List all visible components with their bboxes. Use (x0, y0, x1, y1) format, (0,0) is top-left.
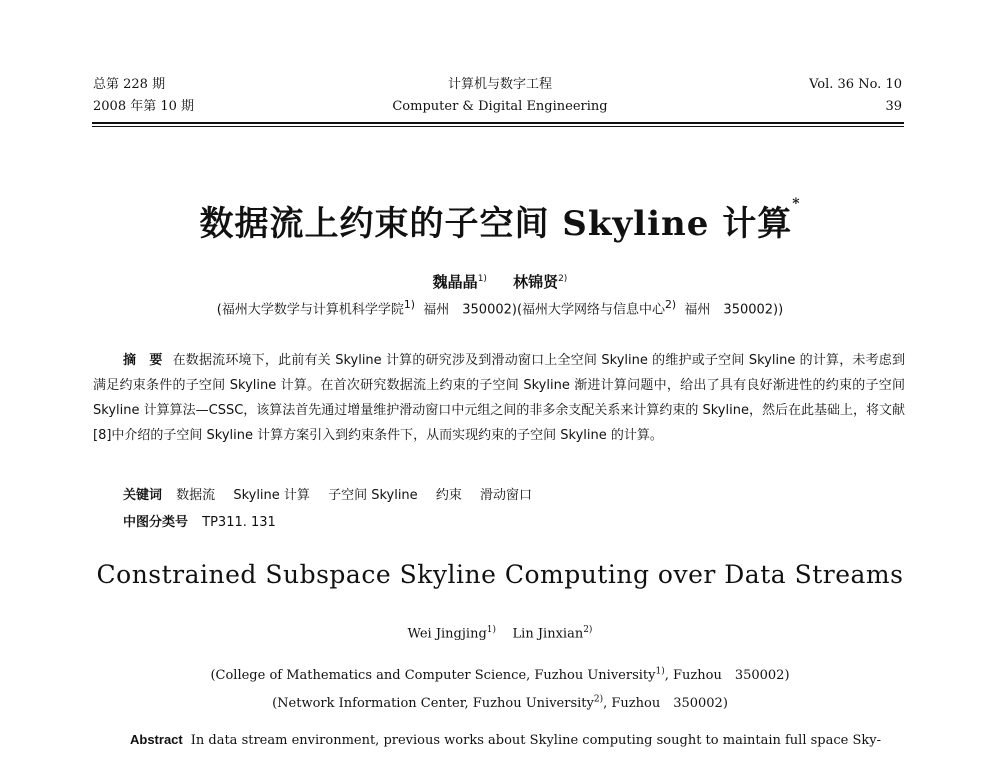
classification-number (123, 511, 276, 530)
classification-value: TP311. 131 (202, 515, 276, 530)
author-2-en-sup: 2) (583, 625, 593, 635)
aff-en-1-pre: (College of Mathematics and Computer Science, Fuzhou University (210, 668, 656, 683)
keywords-zh (123, 484, 546, 503)
keyword-item: 数据流 (176, 488, 216, 503)
year-issue: 2008 年第 10 期 (93, 99, 195, 114)
abstract-en (130, 732, 910, 748)
author-2-zh: 林锦贤 (513, 273, 559, 291)
classification-label: 中图分类号 (123, 515, 189, 530)
header-rule-thick (92, 122, 904, 124)
abstract-en-text: In data stream environment, previous works about Skyline computing sought to maintain full space Sky- (190, 733, 881, 748)
keyword-item: 滑动窗口 (479, 488, 532, 503)
keywords-label: 关键词 (123, 488, 163, 503)
paper-title-zh (0, 196, 1000, 245)
author-1-zh: 魏晶晶 (432, 273, 478, 291)
volume-info (809, 74, 902, 118)
author-1-en: Wei Jingjing (407, 626, 487, 642)
page-number: 39 (885, 99, 902, 114)
aff-en-2-post: , Fuzhou 350002) (603, 696, 728, 711)
aff-zh-2-city: 福州 350002)) (684, 302, 784, 318)
header-rule-thin (92, 126, 904, 127)
author-2-en: Lin Jinxian (512, 626, 584, 642)
authors-en (0, 625, 1000, 641)
keyword-item: Skyline 计算 (233, 488, 310, 503)
author-1-sup: 1) (477, 274, 487, 284)
aff-en-2-pre: (Network Information Center, Fuzhou University (272, 696, 594, 711)
title-zh-text: 数据流上约束的子空间 Skyline 计算 (199, 204, 793, 244)
abstract-zh-label: 摘 要 (123, 353, 163, 368)
volume-number: Vol. 36 No. 10 (809, 77, 902, 92)
aff-en-2-sup: 2) (593, 694, 604, 705)
keyword-item: 约束 (435, 488, 462, 503)
author-2-sup: 2) (558, 274, 568, 284)
paper-title-en: Constrained Subspace Skyline Computing over Data Streams (96, 560, 904, 589)
author-1-en-sup: 1) (486, 625, 497, 635)
aff-en-1-sup: 1) (655, 666, 665, 677)
abstract-en-label: Abstract (130, 732, 183, 747)
aff-zh-1-city: 福州 350002)(福州大学网络与信息中心 (423, 302, 666, 318)
abstract-zh-text: 在数据流环境下，此前有关 Skyline 计算的研究涉及到滑动窗口上全空间 Skyline 的维护或子空间 Skyline 的计算，未考虑到满足约束条件的子空间 Skyline 计算。在首次研究数据流上约束的子空间 Skyline 渐进计算问题中，给出了具有良好渐进性的约束的子空间 Skyline 计算算法—CSSC，该算法首先通过增量维护滑动窗口中元组之间的非多余支配关系来计算约束的 Skyline，然后在此基础上，将文献[8]中介绍的子空间 Skyline 计算方案引入到约束条件下，从而实现约束的子空间 Skyline 的计算。 (93, 353, 905, 443)
aff-zh-1-sup: 1) (403, 298, 415, 311)
journal-name-en: Computer & Digital Engineering (392, 99, 608, 114)
aff-zh-1: (福州大学数学与计算机科学学院 (216, 302, 404, 318)
keyword-item: 子空间 Skyline (328, 488, 418, 503)
affiliation-zh (0, 298, 1000, 317)
total-issue: 总第 228 期 (93, 77, 166, 92)
affiliation-en-2 (0, 692, 1000, 711)
authors-zh (0, 271, 1000, 292)
aff-en-1-post: , Fuzhou 350002) (664, 668, 790, 683)
title-footnote-mark: * (792, 196, 801, 212)
affiliation-en-1 (0, 664, 1000, 683)
abstract-zh (93, 348, 905, 448)
aff-zh-2-sup: 2) (665, 298, 677, 311)
journal-name-zh: 计算机与数字工程 (447, 77, 552, 92)
